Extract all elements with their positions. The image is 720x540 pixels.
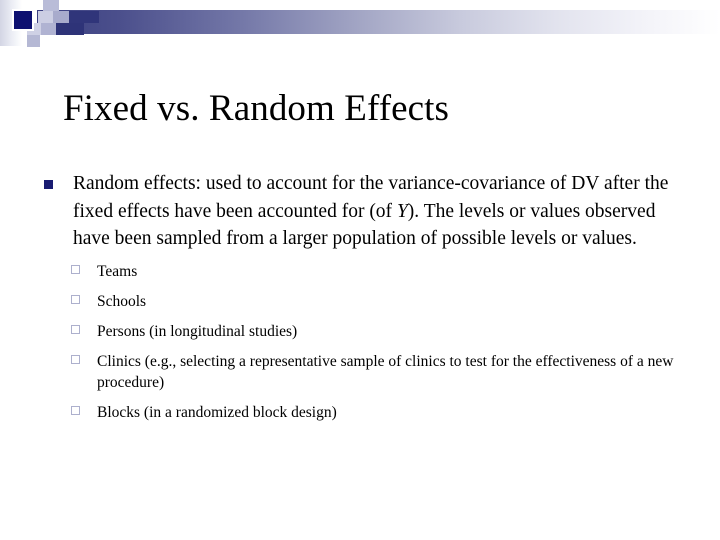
decoration-square-light-c-icon (53, 11, 69, 23)
decoration-square-light-f-icon (27, 35, 40, 47)
decoration-square-navy-c-icon (69, 11, 99, 23)
decoration-square-light-b-icon (38, 11, 53, 23)
hollow-square-bullet-icon (71, 406, 80, 415)
header-gradient-band (37, 10, 720, 34)
slide-body (0, 170, 720, 432)
decoration-square-navy-main-icon (14, 11, 32, 29)
bullet-level1-text-part2: ). The levels or values observed have been sampled from a larger population of possible levels or values. (73, 200, 656, 249)
decoration-square-navy-b-icon (56, 23, 84, 35)
decoration-square-light-a-icon (43, 0, 59, 11)
bullet-level2-item-schools (0, 291, 720, 312)
bullet-level2-label: Schools (97, 292, 147, 310)
slide-title: Fixed vs. Random Effects (63, 87, 450, 129)
bullet-level1-text (73, 170, 690, 253)
bullet-level2-item-blocks (0, 402, 720, 423)
bullet-level2-label: Persons (in longitudinal studies) (97, 322, 298, 340)
bullet-level2-item-teams (0, 261, 720, 282)
filled-square-bullet-icon (43, 179, 54, 190)
bullet-level2-label: Blocks (in a randomized block design) (97, 403, 337, 421)
bullet-level1-text-part1: Random effects: used to account for the variance-covariance of DV after the fixed effects have been accounted for (of (73, 173, 669, 222)
hollow-square-bullet-icon (71, 325, 80, 334)
decoration-square-light-e-icon (41, 23, 56, 35)
hollow-square-bullet-icon (71, 265, 80, 274)
bullet-level2-item-persons (0, 321, 720, 342)
hollow-square-bullet-icon (71, 355, 80, 364)
bullet-level2-list (0, 261, 720, 423)
bullet-level1-text-italic: Y (396, 200, 408, 222)
hollow-square-bullet-icon (71, 295, 80, 304)
bullet-level2-label: Teams (97, 262, 138, 280)
bullet-level2-label: Clinics (e.g., selecting a representative sample of clinics to test for the effectiveness of a new procedure) (97, 352, 674, 391)
bullet-level1-item (0, 170, 720, 253)
bullet-level2-item-clinics (0, 351, 720, 393)
